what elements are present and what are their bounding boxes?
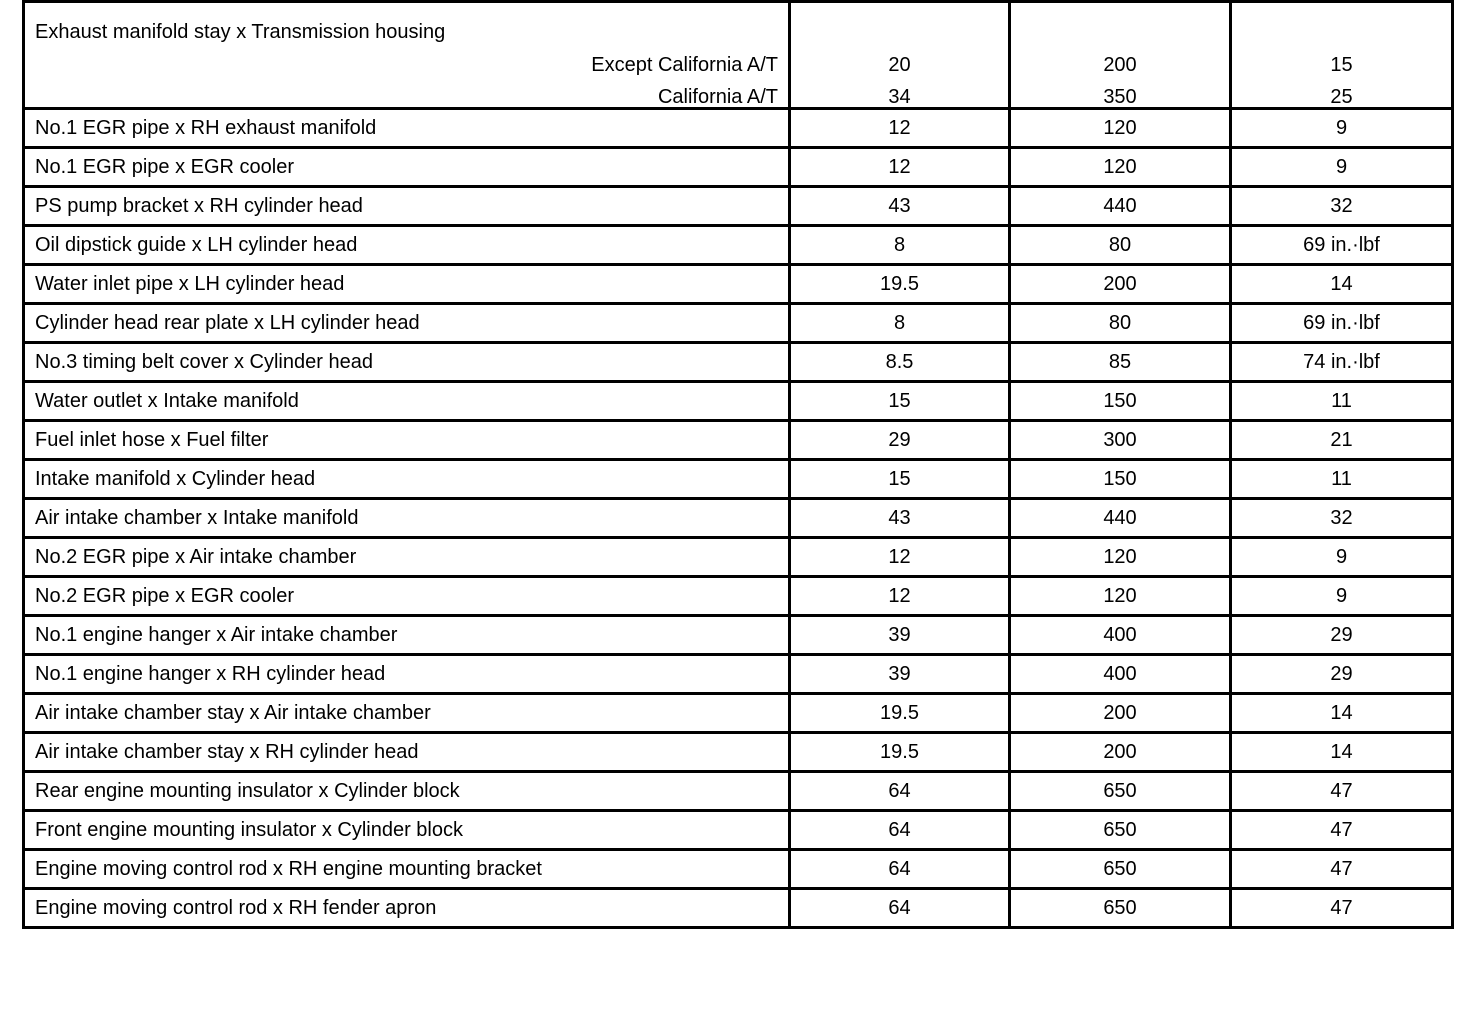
part-cell [24, 2, 790, 109]
table-row [24, 421, 1453, 460]
torque-kgf-cm-value: 150 [1010, 382, 1231, 421]
torque-nm-value: 8.5 [790, 343, 1010, 382]
torque-nm-value: 29 [790, 421, 1010, 460]
nm-cell [790, 2, 1010, 109]
part-name: Engine moving control rod x RH engine mounting bracket [24, 850, 790, 889]
part-name: No.3 timing belt cover x Cylinder head [24, 343, 790, 382]
torque-ft-lbf-value: 74 in.·lbf [1231, 343, 1453, 382]
torque-nm-value: 12 [790, 148, 1010, 187]
part-name: Exhaust manifold stay x Transmission housing [35, 21, 446, 43]
torque-kgf-cm-value: 440 [1010, 187, 1231, 226]
torque-nm-value: 20 [888, 54, 911, 76]
torque-nm-value: 43 [790, 187, 1010, 226]
part-name: Rear engine mounting insulator x Cylinder block [24, 772, 790, 811]
part-name: Fuel inlet hose x Fuel filter [24, 421, 790, 460]
torque-spec-sheet [22, 0, 1451, 997]
torque-nm-value: 19.5 [790, 733, 1010, 772]
torque-nm-value: 19.5 [790, 694, 1010, 733]
part-name: No.1 EGR pipe x EGR cooler [24, 148, 790, 187]
part-name: Water inlet pipe x LH cylinder head [24, 265, 790, 304]
torque-ft-lbf-value: 9 [1231, 538, 1453, 577]
torque-kgf-cm-value: 80 [1010, 304, 1231, 343]
torque-kgf-cm-value: 200 [1010, 694, 1231, 733]
torque-nm-value: 64 [790, 850, 1010, 889]
table-row [24, 226, 1453, 265]
table-row [24, 655, 1453, 694]
torque-nm-value: 15 [790, 382, 1010, 421]
torque-nm-value: 8 [790, 226, 1010, 265]
table-row [24, 772, 1453, 811]
sub-condition-label: Except California A/T [591, 54, 778, 76]
torque-kgf-cm-value: 120 [1010, 109, 1231, 148]
table-row [24, 343, 1453, 382]
torque-kgf-cm-value: 400 [1010, 616, 1231, 655]
part-name: Water outlet x Intake manifold [24, 382, 790, 421]
table-row [24, 811, 1453, 850]
table-row [24, 265, 1453, 304]
table-row [24, 538, 1453, 577]
torque-nm-value: 19.5 [790, 265, 1010, 304]
torque-ft-lbf-value: 14 [1231, 265, 1453, 304]
torque-nm-value: 12 [790, 109, 1010, 148]
torque-ft-lbf-value: 29 [1231, 655, 1453, 694]
table-row [24, 889, 1453, 928]
table-row [24, 850, 1453, 889]
table-row [24, 499, 1453, 538]
torque-kgf-cm-value: 85 [1010, 343, 1231, 382]
sub-condition-label: California A/T [657, 86, 778, 108]
table-row-exhaust-manifold-stay [24, 2, 1453, 109]
torque-ft-lbf-value: 69 in.·lbf [1231, 226, 1453, 265]
table-row [24, 694, 1453, 733]
torque-nm-value: 64 [790, 889, 1010, 928]
torque-nm-value: 39 [790, 616, 1010, 655]
torque-ft-lbf-value: 29 [1231, 616, 1453, 655]
table-row [24, 577, 1453, 616]
torque-kgf-cm-value: 200 [1010, 733, 1231, 772]
table-row [24, 460, 1453, 499]
torque-kgf-cm-value: 650 [1010, 850, 1231, 889]
part-name: No.1 EGR pipe x RH exhaust manifold [24, 109, 790, 148]
table-row [24, 616, 1453, 655]
part-name: Air intake chamber x Intake manifold [24, 499, 790, 538]
torque-ft-lbf-value: 32 [1231, 187, 1453, 226]
kgf-cm-cell [1010, 2, 1231, 109]
torque-table-body [24, 2, 1453, 928]
table-row [24, 733, 1453, 772]
part-name: Front engine mounting insulator x Cylinder block [24, 811, 790, 850]
torque-kgf-cm-value: 200 [1010, 265, 1231, 304]
torque-nm-value: 15 [790, 460, 1010, 499]
torque-nm-value: 34 [888, 86, 911, 108]
torque-ft-lbf-value: 14 [1231, 733, 1453, 772]
torque-ft-lbf-value: 47 [1231, 889, 1453, 928]
torque-nm-value: 12 [790, 538, 1010, 577]
torque-nm-value: 8 [790, 304, 1010, 343]
torque-kgf-cm-value: 120 [1010, 577, 1231, 616]
part-name: PS pump bracket x RH cylinder head [24, 187, 790, 226]
torque-ft-lbf-value: 32 [1231, 499, 1453, 538]
torque-kgf-cm-value: 300 [1010, 421, 1231, 460]
torque-ft-lbf-value: 47 [1231, 850, 1453, 889]
torque-kgf-cm-value: 200 [1103, 54, 1137, 76]
torque-ft-lbf-value: 15 [1330, 54, 1353, 76]
part-name: No.2 EGR pipe x EGR cooler [24, 577, 790, 616]
part-name: Air intake chamber stay x Air intake chamber [24, 694, 790, 733]
torque-ft-lbf-value: 47 [1231, 811, 1453, 850]
torque-nm-value: 64 [790, 772, 1010, 811]
table-row [24, 187, 1453, 226]
torque-ft-lbf-value: 9 [1231, 109, 1453, 148]
torque-kgf-cm-value: 120 [1010, 538, 1231, 577]
torque-ft-lbf-value: 47 [1231, 772, 1453, 811]
torque-ft-lbf-value: 9 [1231, 148, 1453, 187]
part-name: Cylinder head rear plate x LH cylinder head [24, 304, 790, 343]
torque-ft-lbf-value: 11 [1231, 382, 1453, 421]
torque-kgf-cm-value: 650 [1010, 889, 1231, 928]
table-row [24, 148, 1453, 187]
torque-kgf-cm-value: 80 [1010, 226, 1231, 265]
part-name: No.1 engine hanger x RH cylinder head [24, 655, 790, 694]
torque-nm-value: 64 [790, 811, 1010, 850]
torque-nm-value: 43 [790, 499, 1010, 538]
torque-ft-lbf-value: 9 [1231, 577, 1453, 616]
part-name: Engine moving control rod x RH fender apron [24, 889, 790, 928]
part-name: Oil dipstick guide x LH cylinder head [24, 226, 790, 265]
torque-ft-lbf-value: 14 [1231, 694, 1453, 733]
part-name: Intake manifold x Cylinder head [24, 460, 790, 499]
ft-lbf-cell [1231, 2, 1453, 109]
torque-ft-lbf-value: 21 [1231, 421, 1453, 460]
part-name: Air intake chamber stay x RH cylinder head [24, 733, 790, 772]
table-row [24, 109, 1453, 148]
torque-kgf-cm-value: 650 [1010, 772, 1231, 811]
torque-nm-value: 12 [790, 577, 1010, 616]
torque-ft-lbf-value: 69 in.·lbf [1231, 304, 1453, 343]
part-name: No.2 EGR pipe x Air intake chamber [24, 538, 790, 577]
torque-kgf-cm-value: 350 [1103, 86, 1137, 108]
torque-table [22, 0, 1454, 929]
torque-nm-value: 39 [790, 655, 1010, 694]
table-row [24, 382, 1453, 421]
torque-kgf-cm-value: 650 [1010, 811, 1231, 850]
torque-ft-lbf-value: 11 [1231, 460, 1453, 499]
torque-ft-lbf-value: 25 [1330, 86, 1353, 108]
torque-kgf-cm-value: 440 [1010, 499, 1231, 538]
part-name: No.1 engine hanger x Air intake chamber [24, 616, 790, 655]
torque-kgf-cm-value: 150 [1010, 460, 1231, 499]
torque-kgf-cm-value: 120 [1010, 148, 1231, 187]
table-row [24, 304, 1453, 343]
torque-kgf-cm-value: 400 [1010, 655, 1231, 694]
